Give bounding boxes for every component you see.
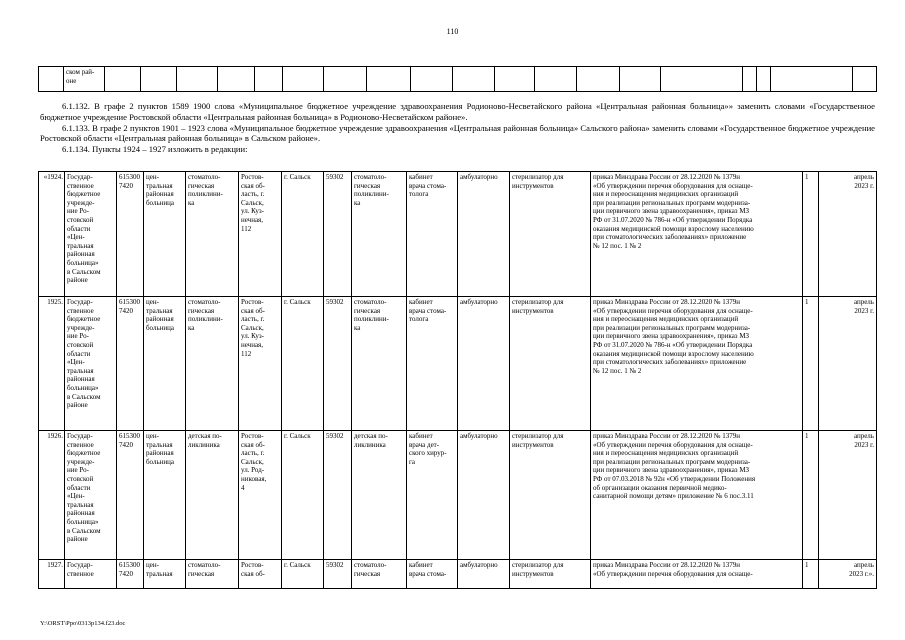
equipment: стерилизатор для инструментов xyxy=(510,172,591,297)
fragment-cell xyxy=(39,67,64,92)
unit: цен- тральная xyxy=(144,560,186,589)
address: Ростов- ская об- xyxy=(239,560,282,589)
fragment-cell xyxy=(853,67,877,92)
fragment-cell xyxy=(255,67,283,92)
address: Ростов- ская об- ласть, г. Сальск, ул. Род- никовая, 4 xyxy=(239,431,282,560)
fragment-cell: ском рай- оне xyxy=(64,67,105,92)
city: г. Сальск xyxy=(282,297,324,431)
org-name: Государ- ственное бюджетное учрежде- ние Ро- стовской области «Цен- тральная районная больница» в Сальском районе xyxy=(65,297,117,431)
fragment-cell xyxy=(283,67,324,92)
paragraph: 6.1.132. В графе 2 пунктов 1589 1900 слова «Муниципальное бюджетное учреждение здравоохранения Родионово-Несветайского района «Центральная районная больница»» заменить словами «Государственное бюджетное учреждение Ростовской области «Центральная районная больница» в Родионово-Несветайском районе». xyxy=(40,101,875,122)
department: стоматоло- гическая xyxy=(186,560,239,589)
quantity: 1 xyxy=(803,431,819,560)
quantity: 1 xyxy=(803,560,819,589)
department: стоматоло- гическая поликлини- ка xyxy=(186,297,239,431)
legal-basis: приказ Минздрава России от 28.12.2020 № 1379н «Об утверждении перечня оборудования для оснаще- ния и переоснащения медицинских организаций при реализации региональных программ модерниза- ции первичного звена здравоохранения», приказ МЗ РФ от 31.07.2020 № 786-н «Об утверждении Порядка оказания медицинской помощи взрослому населению при стоматологических заболеваниях» приложение № 12 пос. 1 № 2 xyxy=(591,297,803,431)
fragment-cell xyxy=(177,67,218,92)
fragment-cell xyxy=(743,67,757,92)
file-path-footer: Y:\ORST\Ppo\0313p134.f23.doc xyxy=(40,620,126,627)
amendment-paragraphs xyxy=(40,101,875,155)
page-number: 110 xyxy=(446,27,459,36)
territory-code: 59302 xyxy=(324,172,352,297)
territory-code: 59302 xyxy=(324,560,352,589)
fragment-cell xyxy=(105,67,141,92)
fragment-cell xyxy=(141,67,177,92)
legal-basis: приказ Минздрава России от 28.12.2020 № 1379н «Об утверждении перечня оборудования для оснаще- ния и переоснащения медицинских организаций при реализации региональных программ модерниза- ции первичного звена здравоохранения», приказ МЗ РФ от 07.03.2018 № 92н «Об утверждении Положения об организации оказания первичной медико- санитарной помощи детям» приложение № 6 пос.3.11 xyxy=(591,431,803,560)
unit: цен- тральная районная больница xyxy=(144,431,186,560)
org-name: Государ- ственное бюджетное учрежде- ние Ро- стовской области «Цен- тральная районная больница» в Сальском районе xyxy=(65,172,117,297)
row-number: 1927. xyxy=(39,560,65,589)
fragment-cell xyxy=(661,67,743,92)
org-name: Государ- ственное xyxy=(65,560,117,589)
delivery-date: апрель 2023 г. xyxy=(819,431,877,560)
care-type: амбулаторно xyxy=(458,297,510,431)
org-index: 615300 7420 xyxy=(117,297,144,431)
room: кабинет врача стома- толога xyxy=(407,297,458,431)
org-index: 615300 7420 xyxy=(117,560,144,589)
quantity: 1 xyxy=(803,297,819,431)
address: Ростов- ская об- ласть, г. Сальск, ул. Куз- нечная, 112 xyxy=(239,297,282,431)
fragment-cell xyxy=(620,67,661,92)
profile: стоматоло- гическая xyxy=(352,560,407,589)
continued-table-fragment xyxy=(38,66,877,92)
equipment: стерилизатор для инструментов xyxy=(510,297,591,431)
row-number: 1926. xyxy=(39,431,65,560)
legal-basis: приказ Минздрава России от 28.12.2020 № 1379н «Об утверждении перечня оборудования для оснаще- xyxy=(591,560,803,589)
org-index: 615300 7420 xyxy=(117,431,144,560)
fragment-cell xyxy=(411,67,453,92)
fragment-cell xyxy=(218,67,255,92)
table-row xyxy=(39,297,877,431)
equipment: стерилизатор для инструментов xyxy=(510,431,591,560)
room: кабинет врача стома- xyxy=(407,560,458,589)
table-row xyxy=(39,172,877,297)
org-name: Государ- ственное бюджетное учрежде- ние Ро- стовской области «Цен- тральная районная больница» в Сальском районе xyxy=(65,431,117,560)
table-row xyxy=(39,560,877,589)
fragment-cell xyxy=(453,67,495,92)
paragraph: 6.1.134. Пункты 1924 – 1927 изложить в редакции: xyxy=(62,144,248,155)
paragraph: 6.1.133. В графе 2 пунктов 1901 – 1923 слова «Муниципальное бюджетное учреждение здравоохранения «Центральная районная больница» Сальского района» заменить словами «Государственное бюджетное учреждение Ростовской области «Центральная районная больница» в Сальском районе». xyxy=(40,122,875,144)
equipment-table xyxy=(38,171,877,589)
fragment-cell xyxy=(495,67,535,92)
fragment-cell xyxy=(577,67,620,92)
legal-basis: приказ Минздрава России от 28.12.2020 № 1379н «Об утверждении перечня оборудования для оснаще- ния и переоснащения медицинских организаций при реализации региональных программ модерниза- ции первичного звена здравоохранения», приказ МЗ РФ от 31.07.2020 № 786-н «Об утверждении Порядка оказания медицинской помощи взрослому населению при стоматологических заболеваниях» приложение № 12 пос. 1 № 2 xyxy=(591,172,803,297)
fragment-cell xyxy=(535,67,577,92)
row-number: «1924. xyxy=(39,172,65,297)
table-row xyxy=(39,431,877,560)
fragment-cell xyxy=(757,67,771,92)
department: стоматоло- гическая поликлини- ка xyxy=(186,172,239,297)
org-index: 615300 7420 xyxy=(117,172,144,297)
room: кабинет врача стома- толога xyxy=(407,172,458,297)
delivery-date: апрель 2023 г.». xyxy=(819,560,877,589)
row-number: 1925. xyxy=(39,297,65,431)
city: г. Сальск xyxy=(282,560,324,589)
fragment-cell xyxy=(367,67,411,92)
unit: цен- тральная районная больница xyxy=(144,297,186,431)
care-type: амбулаторно xyxy=(458,172,510,297)
profile: детская по- ликлиника xyxy=(352,431,407,560)
quantity: 1 xyxy=(803,172,819,297)
equipment: стерилизатор для инструментов xyxy=(510,560,591,589)
care-type: амбулаторно xyxy=(458,560,510,589)
profile: стоматоло- гическая поликлини- ка xyxy=(352,172,407,297)
room: кабинет врача дет- ского хирур- га xyxy=(407,431,458,560)
address: Ростов- ская об- ласть, г. Сальск, ул. Куз- нечная, 112 xyxy=(239,172,282,297)
unit: цен- тральная районная больница xyxy=(144,172,186,297)
fragment-cell xyxy=(324,67,367,92)
city: г. Сальск xyxy=(282,172,324,297)
fragment-cell xyxy=(771,67,853,92)
territory-code: 59302 xyxy=(324,431,352,560)
delivery-date: апрель 2023 г. xyxy=(819,172,877,297)
care-type: амбулаторно xyxy=(458,431,510,560)
territory-code: 59302 xyxy=(324,297,352,431)
city: г. Сальск xyxy=(282,431,324,560)
department: детская по- ликлиника xyxy=(186,431,239,560)
delivery-date: апрель 2023 г. xyxy=(819,297,877,431)
profile: стоматоло- гическая поликлини- ка xyxy=(352,297,407,431)
